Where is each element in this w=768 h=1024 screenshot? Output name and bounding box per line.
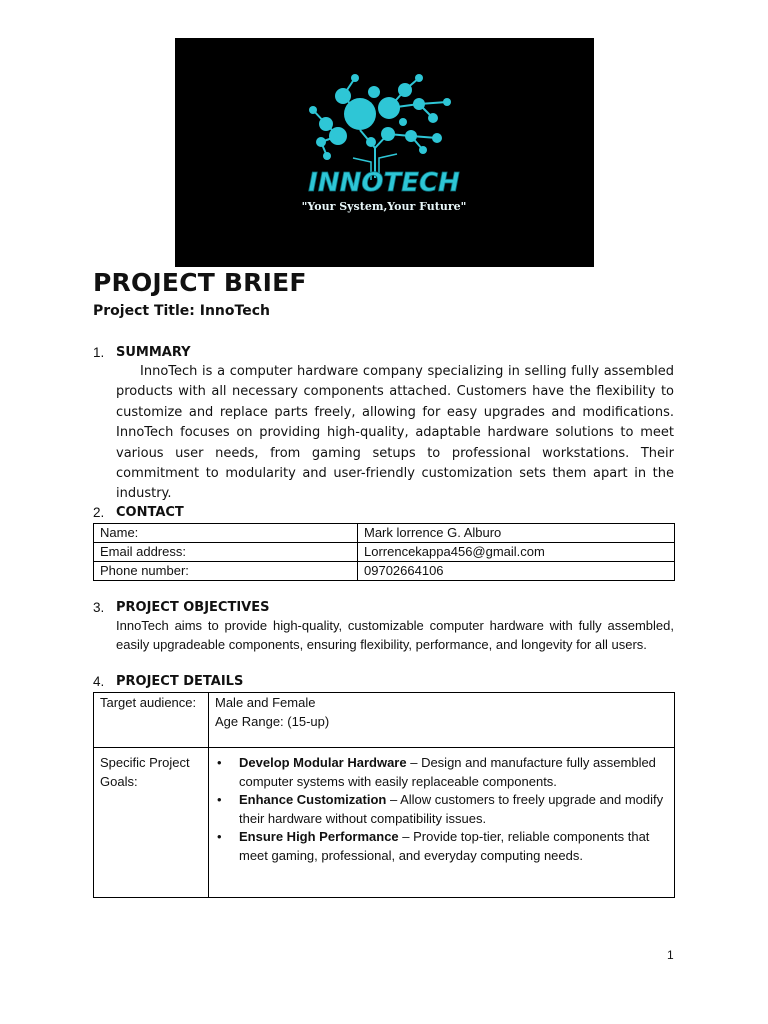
goals-label: Specific Project Goals: [94,748,209,898]
summary-text: InnoTech is a computer hardware company specializing in selling fully assembled products with all necessary components attached. Customers have the flexibility to customize and replace parts freely, allowing for easy upgrades and modifications. InnoTech focuses on providing high-quality, adaptable hardware solutions to meet various user needs, from gaming setups to professional workstations. Their commitment to modularity and user-friendly customization sets them apart in the industry. [116,364,674,502]
goal-heading: Ensure High Performance [239,829,399,844]
goals-list [215,754,668,865]
audience-label: Target audience: [94,693,209,748]
details-section-title: PROJECT DETAILS [116,674,244,689]
goal-text: – Design and manufacture fully assembled computer systems with easily replaceable components. [239,755,656,789]
page-title: PROJECT BRIEF [93,268,307,297]
goal-text: – Allow customers to freely upgrade and modify their hardware without compatibility issues. [239,792,664,826]
contact-table [93,523,675,581]
contact-name-value: Mark lorrence G. Alburo [358,524,675,543]
goal-heading: Develop Modular Hardware [239,755,407,770]
summary-section-number: 1. [93,345,105,360]
circuit-tree-icon [175,38,594,267]
audience-age: Age Range: (15-up) [215,713,330,729]
logo-brand-text: INNOTECH [308,168,460,198]
summary-section-title: SUMMARY [116,345,191,360]
table-row [94,693,675,748]
table-row [94,543,675,562]
objectives-section-title: PROJECT OBJECTIVES [116,600,270,615]
goal-text: – Provide top-tier, reliable components that meet gaming, professional, and everyday computing needs. [239,829,650,863]
contact-email-value: Lorrencekappa456@gmail.com [358,543,675,562]
contact-email-label: Email address: [94,543,358,562]
objectives-section-number: 3. [93,600,105,615]
contact-section-number: 2. [93,505,105,520]
project-details-table [93,692,675,898]
table-row [94,562,675,581]
audience-gender: Male and Female [215,695,316,710]
list-item [239,828,668,865]
goals-value [209,748,675,898]
list-item [239,791,668,828]
company-logo [175,38,594,267]
audience-value [209,693,675,748]
details-section-number: 4. [93,674,105,689]
contact-name-label: Name: [94,524,358,543]
contact-phone-label: Phone number: [94,562,358,581]
table-row [94,524,675,543]
logo-tagline: "Your System,Your Future" [301,200,467,213]
objectives-text: InnoTech aims to provide high-quality, customizable computer hardware with fully assembled, easily upgradeable components, ensuring flexibility, performance, and longevity for all users. [116,618,674,652]
contact-phone-value: 09702664106 [358,562,675,581]
contact-section-title: CONTACT [116,505,184,520]
table-row [94,748,675,898]
list-item [239,754,668,791]
page-number: 1 [667,948,674,962]
goal-heading: Enhance Customization [239,792,387,807]
project-title: Project Title: InnoTech [93,303,270,319]
